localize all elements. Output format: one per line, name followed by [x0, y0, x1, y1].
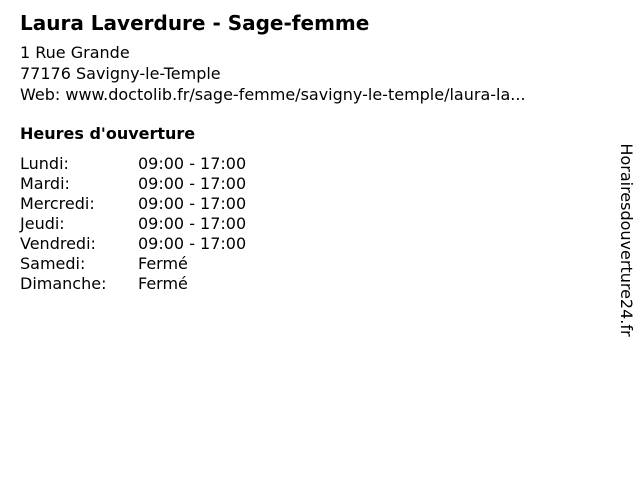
time-value: 09:00 - 17:00	[138, 154, 247, 173]
site-watermark: Horairesdouverture24.fr	[617, 143, 636, 337]
city-address: 77176 Savigny-le-Temple	[20, 64, 221, 83]
day-label: Jeudi:	[20, 214, 65, 233]
time-value: 09:00 - 17:00	[138, 194, 247, 213]
day-label: Samedi:	[20, 254, 86, 273]
time-value: 09:00 - 17:00	[138, 174, 247, 193]
time-value: Fermé	[138, 254, 188, 273]
day-label: Mercredi:	[20, 194, 95, 213]
day-label: Mardi:	[20, 174, 70, 193]
address-block	[20, 42, 526, 105]
day-label: Vendredi:	[20, 234, 96, 253]
time-value: Fermé	[138, 274, 188, 293]
page-title: Laura Laverdure - Sage-femme	[20, 11, 370, 35]
website-link[interactable]: Web: www.doctolib.fr/sage-femme/savigny-le-temple/laura-la...	[20, 85, 526, 104]
time-value: 09:00 - 17:00	[138, 214, 247, 233]
day-label: Dimanche:	[20, 274, 107, 293]
day-label: Lundi:	[20, 154, 69, 173]
time-value: 09:00 - 17:00	[138, 234, 247, 253]
opening-hours-heading: Heures d'ouverture	[20, 124, 196, 143]
street-address: 1 Rue Grande	[20, 43, 130, 62]
